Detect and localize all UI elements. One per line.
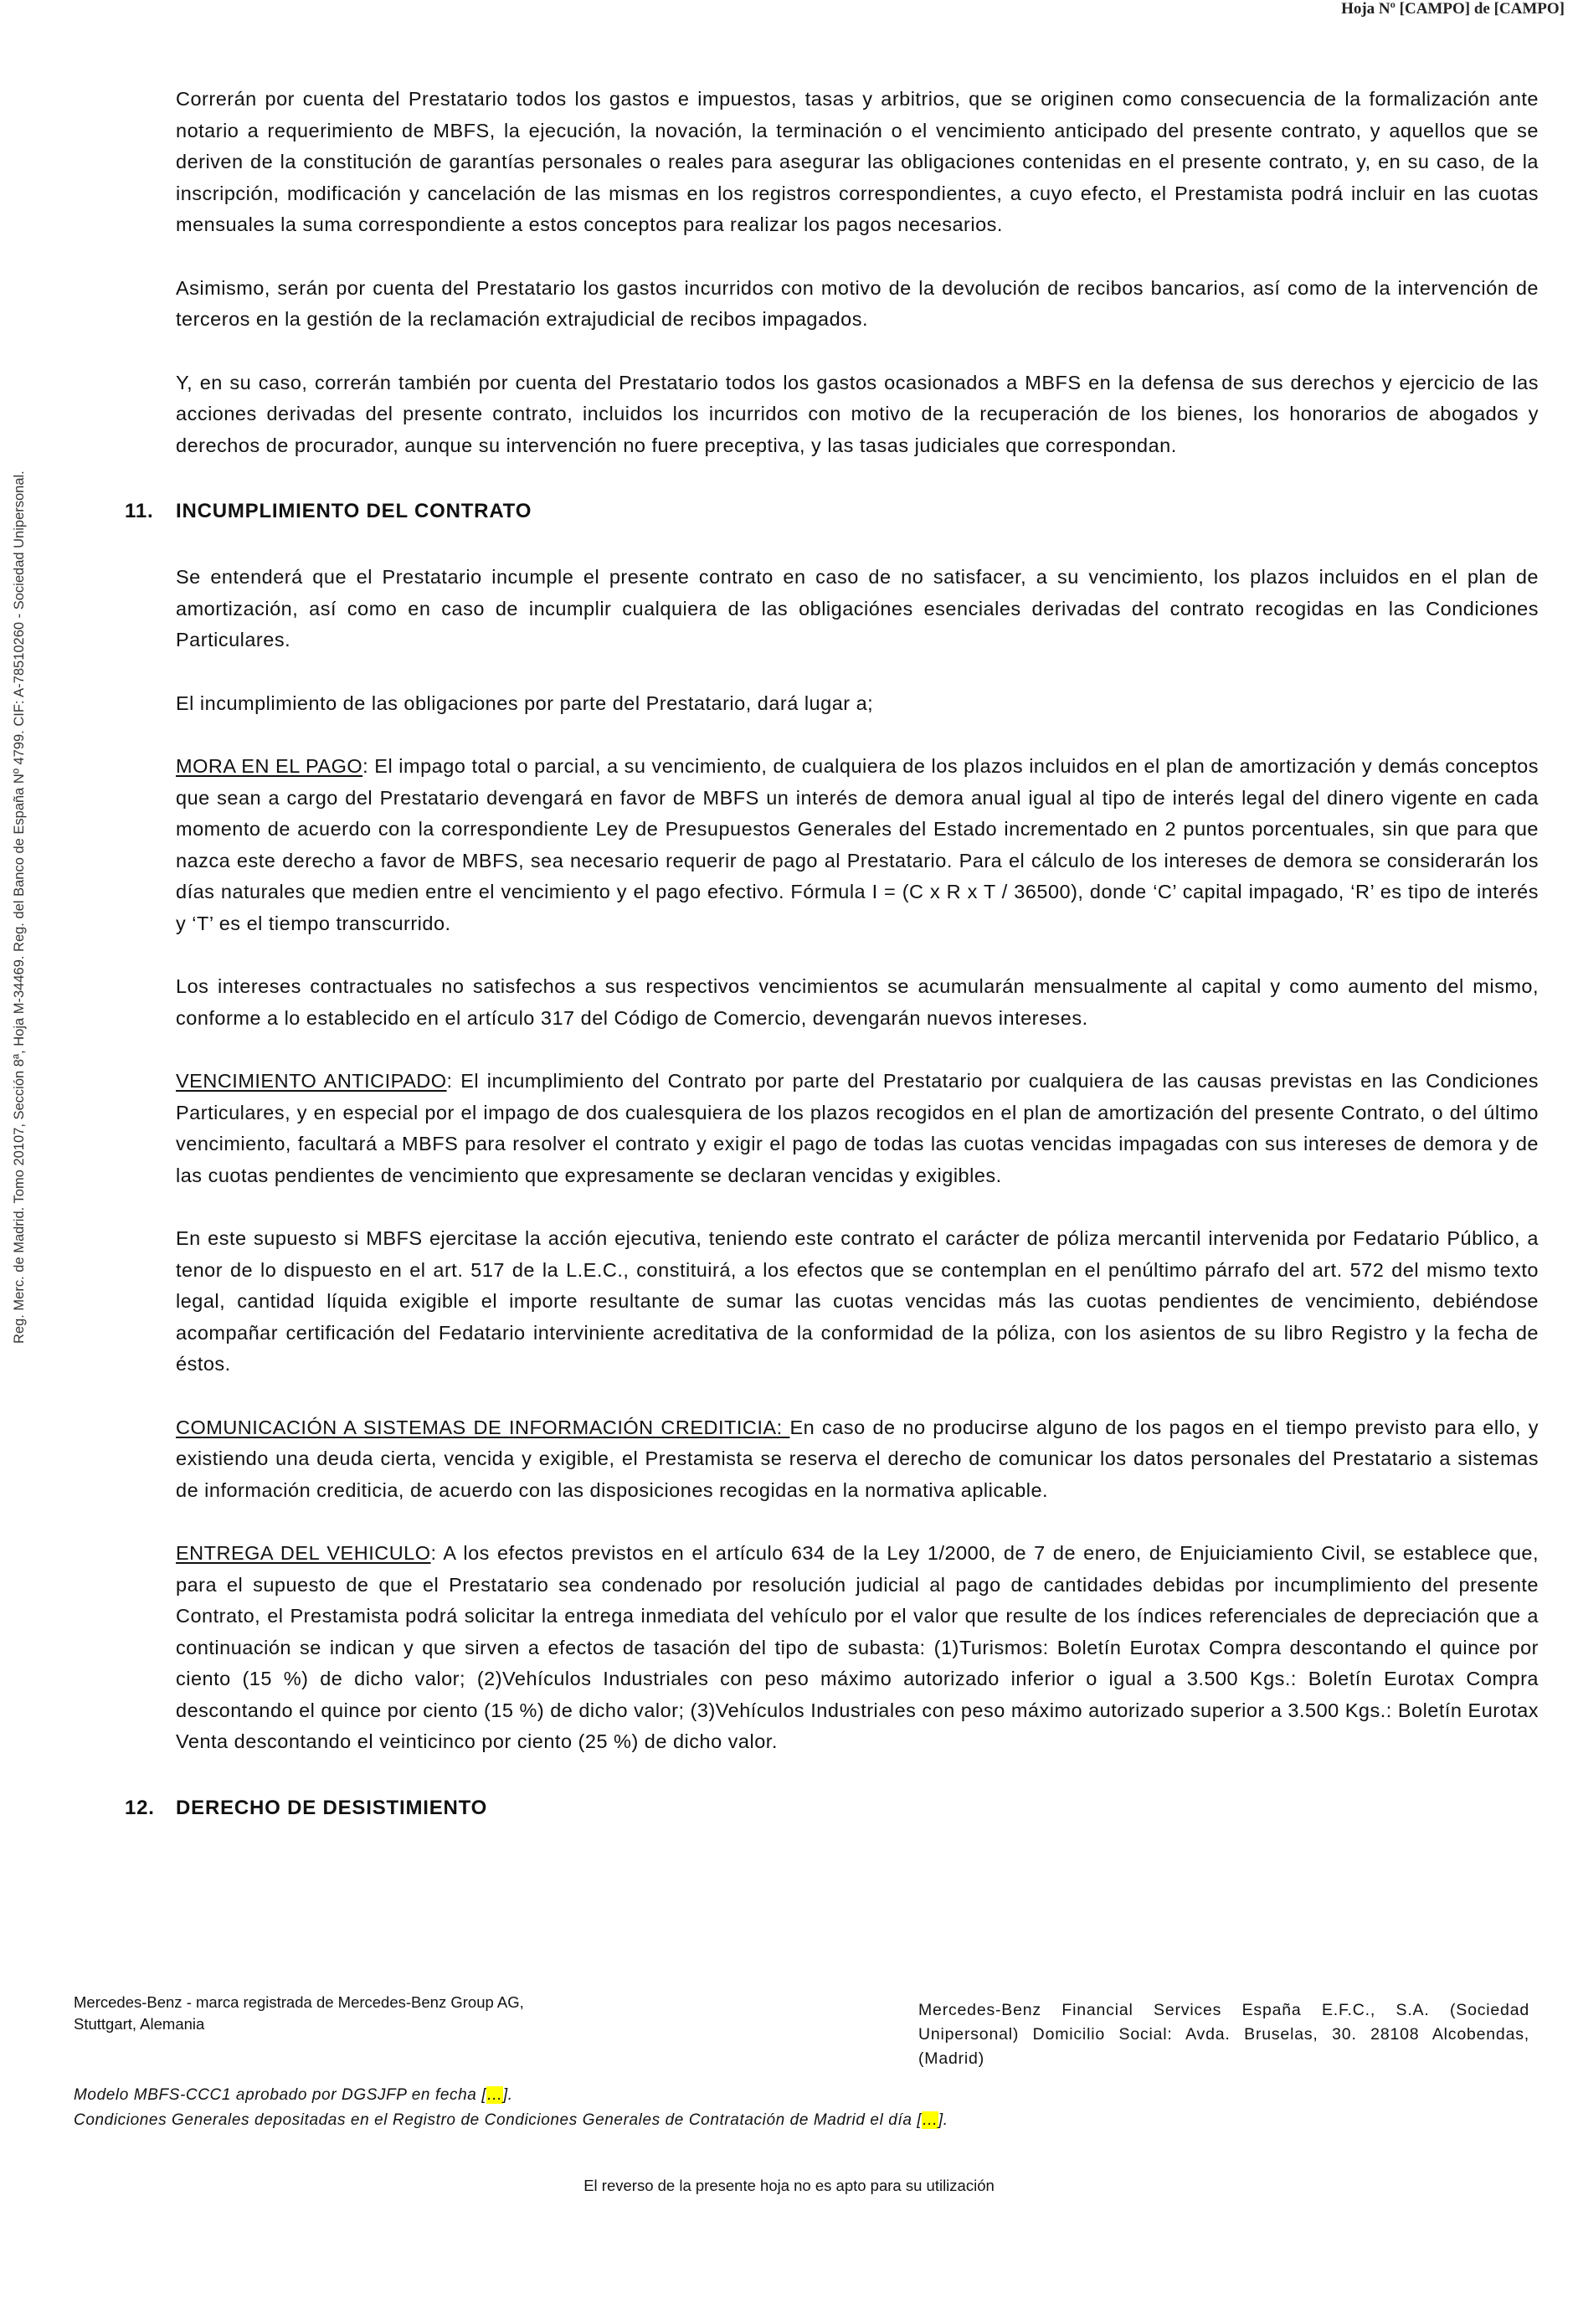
trademark-line-2: Stuttgart, Alemania xyxy=(74,2015,205,2033)
section-heading-11 xyxy=(125,496,1539,527)
paragraph-legal-costs: Y, en su caso, correrán también por cuenta del Prestatario todos los gastos ocasionados a MBFS en la defensa de sus derechos y ejercicio de las acciones derivadas del presente contrato, incluidos los incurridos con motivo de la recuperación de los bienes, los honorarios de abogados y derechos de procurador, aunque su intervención no fuere preceptiva, y las tasas judiciales que correspondan. xyxy=(176,371,1539,456)
reverse-side-note: El reverso de la presente hoja no es apto para su utilización xyxy=(583,2177,995,2194)
section-number: 12. xyxy=(125,1796,155,1819)
page-number-label: Hoja Nº [CAMPO] de [CAMPO] xyxy=(1341,0,1565,18)
registry-side-text: Reg. Merc. de Madrid. Tomo 20107, Sección 8ª, Hoja M-34469. Reg. del Banco de España Nº 4799. CIF: A-78510260 - Sociedad Unipersonal. xyxy=(12,470,27,1344)
credit-reporting-label: COMUNICACIÓN A SISTEMAS DE INFORMACIÓN CREDITICIA: xyxy=(176,1416,790,1438)
early-maturity-label: VENCIMIENTO ANTICIPADO xyxy=(176,1070,447,1092)
early-maturity-text: : El incumplimiento del Contrato por parte del Prestatario por cualquiera de las causas previstas en las Condiciones Particulares, y en especial por el impago de dos cualesquiera de los plazos recogidos en el plan de amortización del presente Contrato, o del último vencimiento, facultará a MBFS para resolver el contrato y exigir el pago de todas las cuotas vencidas impagadas con sus intereses de demora y de las cuotas pendientes de vencimiento que expresamente se declaran vencidas y exigibles. xyxy=(176,1070,1539,1186)
section-number: 11. xyxy=(125,500,154,522)
paragraph-breach-definition: Se entenderá que el Prestatario incumple el presente contrato en caso de no satisfacer, a su vencimiento, los plazos incluidos en el plan de amortización, así como en caso de incumplir cualquiera de las obligaciónes esenciales derivadas del contrato recogidas en las Condiciones Particulares. xyxy=(176,566,1539,650)
footer-trademark xyxy=(74,1992,576,2035)
vehicle-delivery-label: ENTREGA DEL VEHICULO xyxy=(176,1542,431,1564)
credit-reporting-text: En caso de no producirse alguno de los pagos en el tiempo previsto para ello, y existiendo una deuda cierta, vencida y exigible, el Prestamista se reserva el derecho de comunicar los datos personales del Prestatario a sistemas de información crediticia, de acuerdo con las disposiciones recogidas en la normativa aplicable. xyxy=(176,1416,1539,1501)
paragraph-early-maturity xyxy=(176,1066,1539,1191)
footer-model-info xyxy=(74,2083,948,2133)
paragraph-expenses: Correrán por cuenta del Prestatario todos los gastos e impuestos, tasas y arbitrios, que se originen como consecuencia de la formalización ante notario a requerimiento de MBFS, la ejecución, la novación, la terminación o el vencimiento anticipado del presente contrato, y aquellos que se deriven de la constitución de garantías personales o reales para asegurar las obligaciones contenidas en el presente contrato, y, en su caso, de la inscripción, modificación y cancelación de las mismas en los registros correspondientes, a cuyo efecto, el Prestamista podrá incluir en las cuotas mensuales la suma correspondiente a estos conceptos para realizar los pagos necesarios. xyxy=(176,88,1539,235)
section-title: INCUMPLIMIENTO DEL CONTRATO xyxy=(176,500,532,522)
date-placeholder: … xyxy=(922,2111,938,2129)
date-placeholder: … xyxy=(486,2086,503,2104)
paragraph-credit-reporting xyxy=(176,1412,1539,1507)
paragraph-bank-returns: Asimismo, serán por cuenta del Prestatario los gastos incurridos con motivo de la devolución de recibos bancarios, así como de la intervención de terceros en la gestión de la reclamación extrajudicial de recibos impagados. xyxy=(176,276,1539,330)
trademark-line-1: Mercedes-Benz - marca registrada de Mercedes-Benz Group AG, xyxy=(74,1993,524,2011)
document-body xyxy=(125,84,1539,1823)
footer-company-info: Mercedes-Benz Financial Services España E.F.C., S.A. (Sociedad Unipersonal) Domicilio Social: Avda. Bruselas, 30. 28108 Alcobendas, (Madrid) xyxy=(918,2001,1529,2068)
registry-deposit-line: Condiciones Generales depositadas en el Registro de Condiciones Generales de Contratación de Madrid el día […]. xyxy=(74,2111,948,2129)
section-title: DERECHO DE DESISTIMIENTO xyxy=(176,1796,488,1819)
late-payment-label: MORA EN EL PAGO xyxy=(176,755,363,777)
vehicle-delivery-text: : A los efectos previstos en el artículo 634 de la Ley 1/2000, de 7 de enero, de Enjuiciamiento Civil, se establece que, para el supuesto de que el Prestatario sea condenado por resolución judicial al pago de cantidades debidas por incumplimiento del presente Contrato, el Prestamista podrá solicitar la entrega inmediata del vehículo por el valor que resulte de los índices referenciales de depreciación que a continuación se indican y que sirven a efectos de tasación del tipo de subasta: (1)Turismos: Boletín Eurotax Compra descontando el quince por ciento (15 %) de dicho valor; (2)Vehículos Industriales con peso máximo autorizado inferior o igual a 3.500 Kgs.: Boletín Eurotax Compra descontando el quince por ciento (15 %) de dicho valor; (3)Vehículos Industriales con peso máximo autorizado superior a 3.500 Kgs.: Boletín Eurotax Venta descontando el veinticinco por ciento (25 %) de dicho valor. xyxy=(176,1542,1539,1752)
paragraph-late-payment xyxy=(176,751,1539,939)
section-heading-12 xyxy=(125,1793,1539,1823)
paragraph-executive-action: En este supuesto si MBFS ejercitase la acción ejecutiva, teniendo este contrato el carácter de póliza mercantil intervenida por Fedatario Público, a tenor de lo dispuesto en el art. 517 de la L.E.C., constituirá, a los efectos que se contemplan en el penúltimo párrafo del art. 572 del mismo texto legal, cantidad líquida exigible el importe resultante de sumar las cuotas vencidas más las cuotas pendientes de vencimiento, debiéndose acompañar certificación del Fedatario interviniente acreditativa de la conformidad de la póliza, con los asientos de su libro Registro y la fecha de éstos. xyxy=(176,1227,1539,1375)
model-approval-line: Modelo MBFS-CCC1 aprobado por DGSJFP en fecha […]. xyxy=(74,2086,513,2104)
paragraph-breach-intro: El incumplimiento de las obligaciones por parte del Prestatario, dará lugar a; xyxy=(176,692,874,714)
late-payment-text: : El impago total o parcial, a su vencimiento, de cualquiera de los plazos incluidos en el plan de amortización y demás conceptos que sean a cargo del Prestatario devengará en favor de MBFS un interés de demora anual igual al tipo de interés legal del dinero vigente en cada momento de acuerdo con la correspondiente Ley de Presupuestos Generales del Estado incrementado en 2 puntos porcentuales, sin que para que nazca este derecho a favor de MBFS, sea necesario requerir de pago al Prestatario. Para el cálculo de los intereses de demora se considerarán los días naturales que medien entre el vencimiento y el pago efectivo. Fórmula I = (C x R x T / 36500), donde ‘C’ capital impagado, ‘R’ es tipo de interés y ‘T’ es el tiempo transcurrido. xyxy=(176,755,1539,934)
paragraph-accrued-interest: Los intereses contractuales no satisfechos a sus respectivos vencimientos se acumularán mensualmente al capital y como aumento del mismo, conforme a lo establecido en el artículo 317 del Código de Comercio, devengarán nuevos intereses. xyxy=(176,975,1539,1029)
paragraph-vehicle-delivery xyxy=(176,1538,1539,1758)
